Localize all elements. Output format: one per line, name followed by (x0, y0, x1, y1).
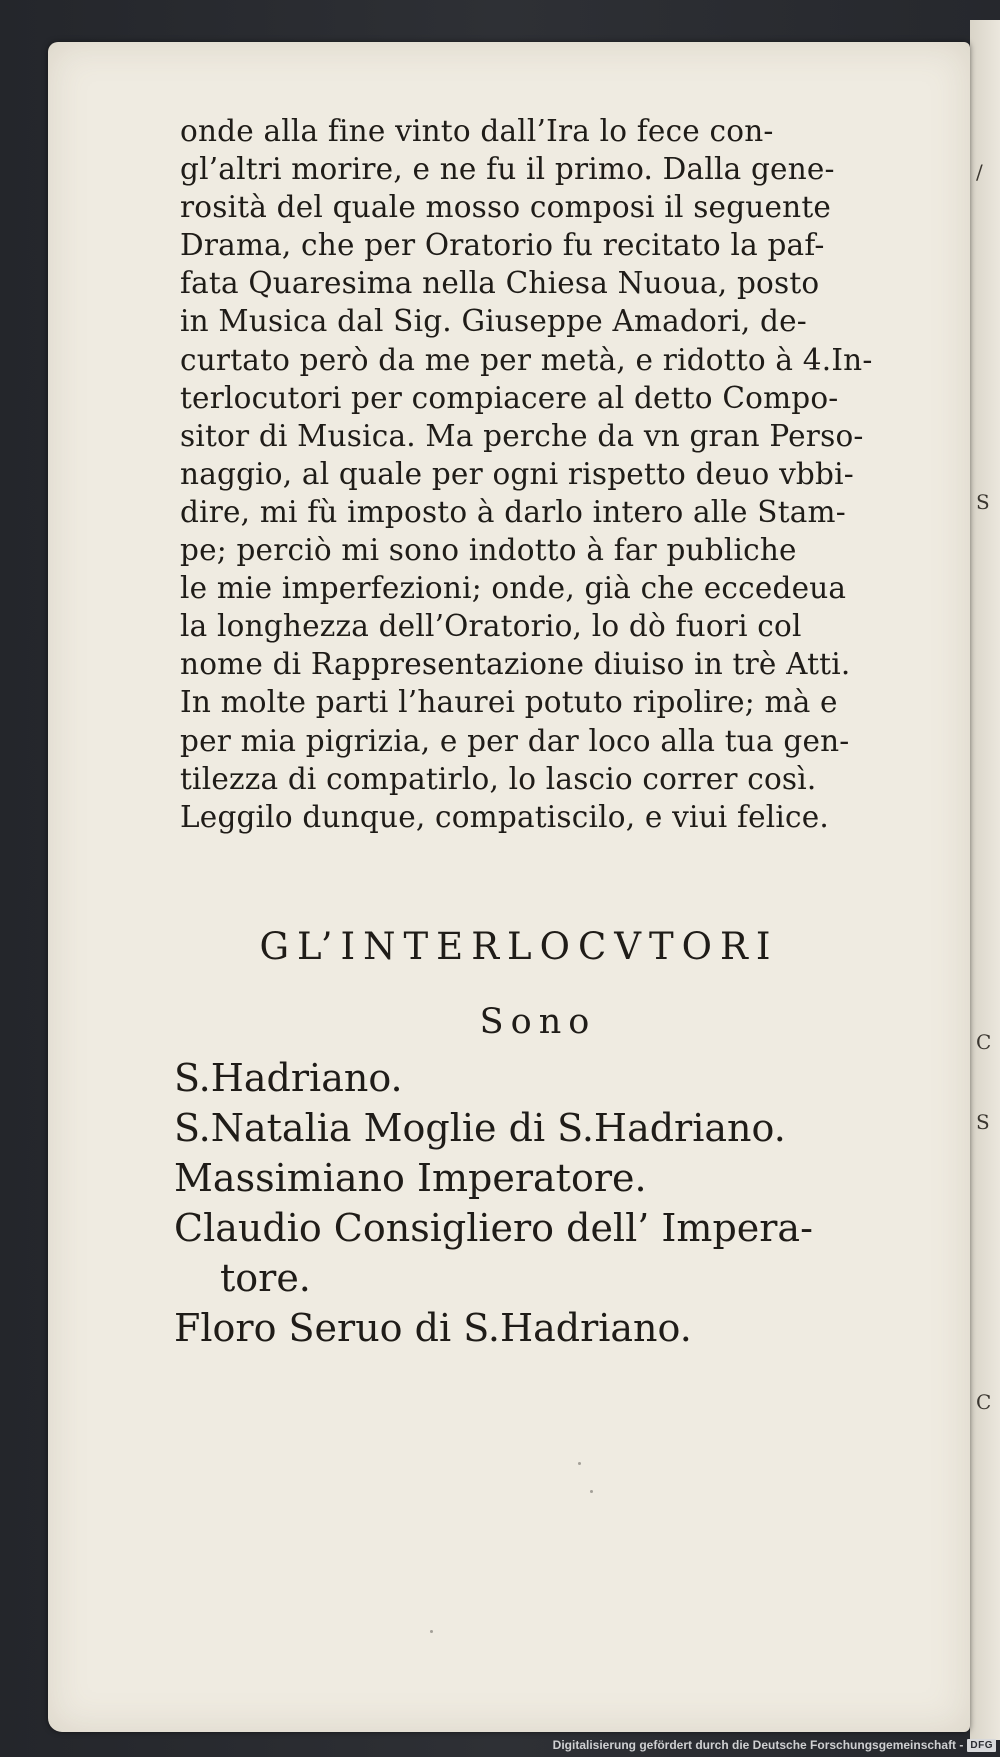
ink-speck (578, 1462, 581, 1465)
text-line: fata Quaresima nella Chiesa Nuoua, posto (180, 266, 820, 301)
ink-speck (430, 1630, 433, 1633)
text-line: gl’altri morire, e ne fu il primo. Dalla gene- (180, 152, 835, 187)
character-entry: S.Natalia Moglie di S.Hadriano. (174, 1106, 786, 1150)
text-line: le mie imperfezioni; onde, già che eccedeua (180, 571, 847, 606)
text-line: in Musica dal Sig. Giuseppe Amadori, de- (180, 304, 807, 339)
text-line: onde alla fine vinto dall’Ira lo fece con- (180, 114, 774, 148)
footer-credit: Digitalisierung gefördert durch die Deutsche Forschungsgemeinschaft - (552, 1738, 964, 1752)
ink-speck (590, 1490, 593, 1493)
edge-mark: S (976, 490, 990, 514)
character-list (174, 1053, 914, 1353)
adjacent-page-edge (970, 20, 1000, 1740)
sono-subheading: Sono (479, 1002, 597, 1042)
text-line: tilezza di compatirlo, lo lascio correr così. (180, 761, 817, 796)
text-line: In molte parti l’haurei potuto ripolire; mà e (180, 685, 838, 720)
character-entry: Massimiano Imperatore. (174, 1156, 647, 1200)
character-entry: S.Hadriano. (174, 1056, 403, 1100)
text-line: la longhezza dell’Oratorio, lo dò fuori col (180, 609, 802, 644)
text-line: pe; perciò mi sono indotto à far publiche (180, 533, 797, 568)
character-entry-continuation: tore. (220, 1256, 311, 1300)
character-entry: Claudio Consigliero dell’ Impera- (174, 1206, 813, 1250)
text-line: sitor di Musica. Ma perche da vn gran Perso- (180, 418, 864, 453)
text-line: Drama, che per Oratorio fu recitato la paf- (180, 228, 825, 263)
edge-mark: / (976, 160, 983, 184)
edge-mark: C (976, 1030, 992, 1054)
edge-mark: C (976, 1390, 992, 1414)
text-line: per mia pigrizia, e per dar loco alla tua gen- (180, 723, 850, 758)
edge-mark: S (976, 1110, 990, 1134)
text-line: dire, mi fù imposto à darlo intero alle Stam- (180, 494, 846, 529)
dfg-logo-icon: DFG (967, 1739, 996, 1752)
text-line: naggio, al quale per ogni rispetto deuo vbbi- (180, 456, 854, 491)
text-line: rosità del quale mosso composi il seguente (180, 190, 832, 225)
text-line: curtato però da me per metà, e ridotto à 4.In- (180, 342, 873, 377)
text-line: nome di Rappresentazione diuiso in trè Atti. (180, 647, 851, 682)
interlocutors-heading: GL’INTERLOCVTORI (259, 925, 779, 968)
character-entry: Floro Seruo di S.Hadriano. (174, 1306, 692, 1350)
preface-text (180, 112, 910, 836)
text-line: Leggilo dunque, compatiscilo, e viui felice. (180, 799, 830, 834)
digitization-footer (553, 1735, 996, 1755)
text-line: terlocutori per compiacere al detto Compo- (180, 380, 839, 415)
